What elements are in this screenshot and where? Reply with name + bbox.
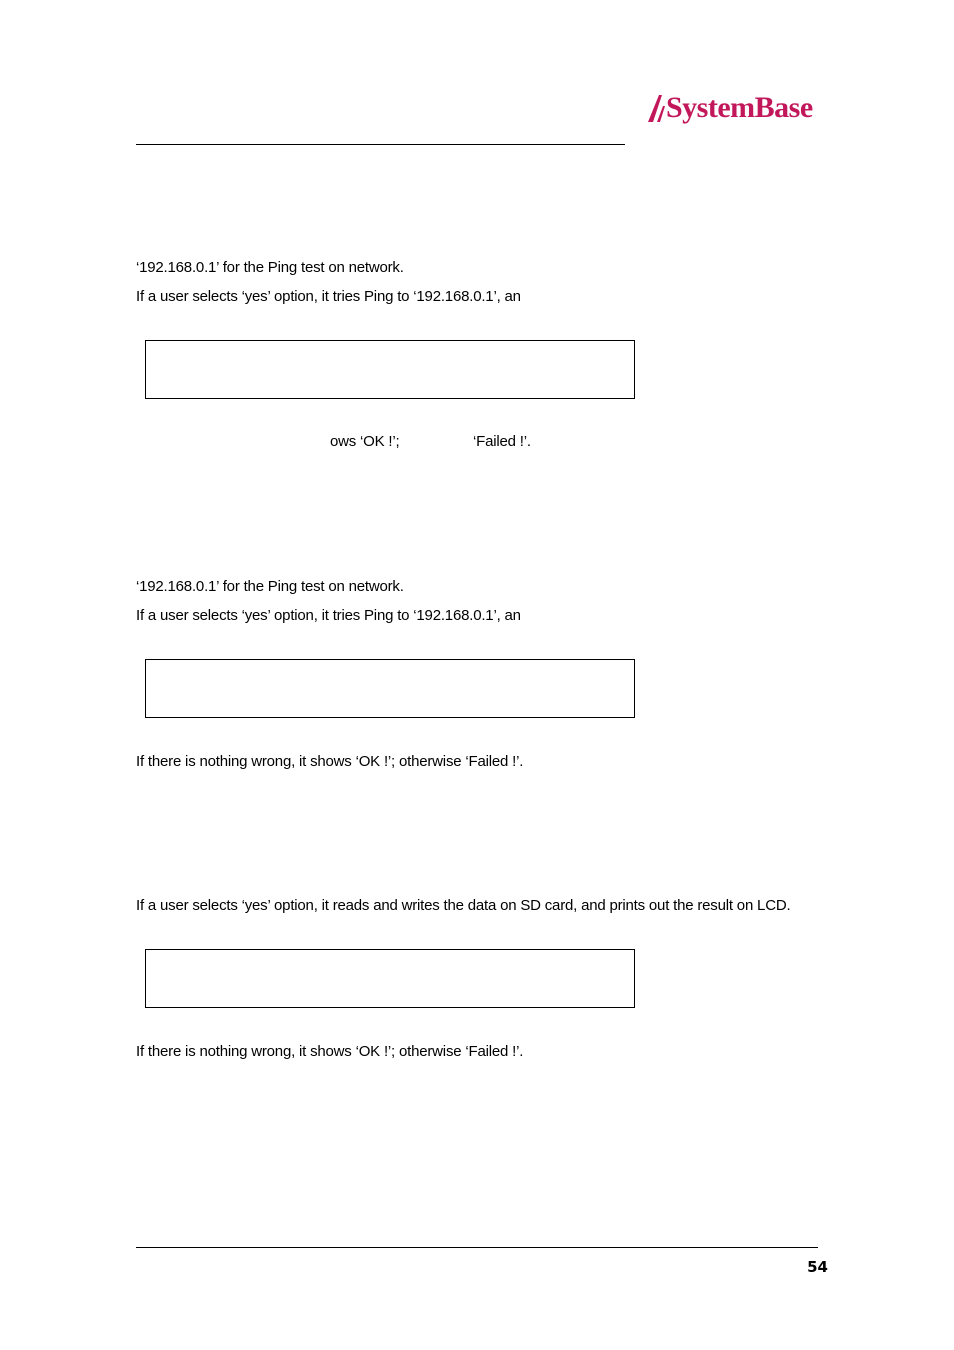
systembase-logo [646, 88, 822, 132]
header-divider [136, 144, 625, 145]
section-2-lcd-box [145, 659, 635, 718]
footer-divider [136, 1247, 818, 1248]
section-2-line-2: If a user selects ‘yes’ option, it tries Ping to ‘192.168.0.1’, an [136, 607, 521, 624]
section-3-line-1: If a user selects ‘yes’ option, it reads and writes the data on SD card, and prints out the result on LCD. [136, 897, 791, 914]
section-2-result: If there is nothing wrong, it shows ‘OK !’; otherwise ‘Failed !’. [136, 753, 524, 770]
page-number: 54 [807, 1258, 828, 1276]
section-1-result-part-2: ‘Failed !’. [473, 433, 531, 450]
logo-text: SystemBase [666, 91, 813, 124]
section-1-line-1: ‘192.168.0.1’ for the Ping test on network. [136, 259, 404, 276]
section-1-lcd-box [145, 340, 635, 399]
section-3-result: If there is nothing wrong, it shows ‘OK !’; otherwise ‘Failed !’. [136, 1043, 524, 1060]
section-1-result-part-1: ows ‘OK !’; [330, 433, 400, 450]
section-2-line-1: ‘192.168.0.1’ for the Ping test on network. [136, 578, 404, 595]
section-1-line-2: If a user selects ‘yes’ option, it tries Ping to ‘192.168.0.1’, an [136, 288, 521, 305]
section-3-lcd-box [145, 949, 635, 1008]
